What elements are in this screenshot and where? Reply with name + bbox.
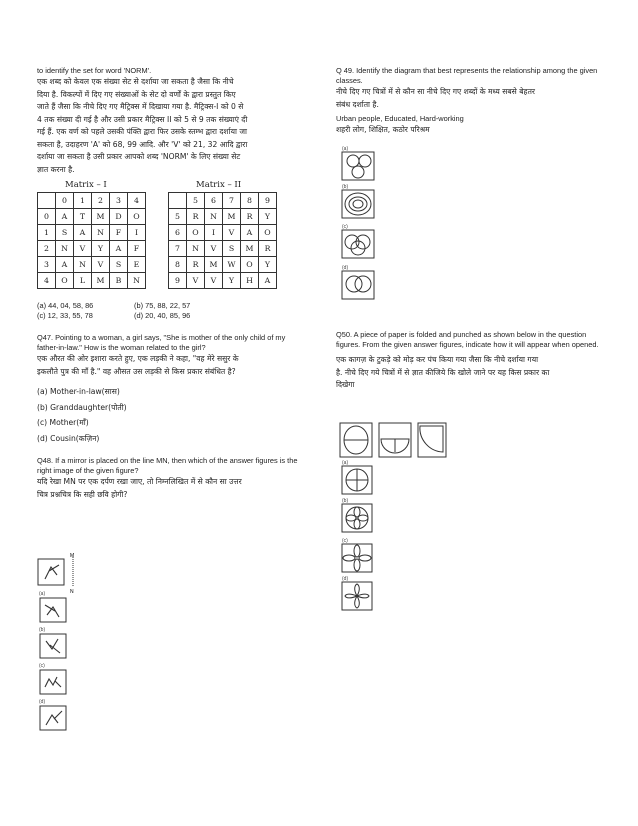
q49-option-b-figure[interactable] xyxy=(341,189,381,221)
matrix-cell: T xyxy=(74,209,92,225)
matrix-cell: Y xyxy=(223,273,241,289)
matrix-cell: A xyxy=(259,273,277,289)
q48-figures xyxy=(37,553,97,713)
matrix-cell: N xyxy=(205,209,223,225)
matrix-cell: A xyxy=(56,209,74,225)
q49-option-label: (d) xyxy=(342,265,349,271)
matrix-1 xyxy=(37,180,146,289)
matrix-cell: S xyxy=(223,241,241,257)
q50-question-en: Q50. A piece of paper is folded and punched as shown below in the question figures. From the given answer figures, indicate how it will appear when opened. xyxy=(336,330,599,349)
matrix-cell: 0 xyxy=(38,209,56,225)
matrix-cell: I xyxy=(128,225,146,241)
matrix-cell xyxy=(169,193,187,209)
mirror-label-n: N xyxy=(70,589,74,593)
matrix-cell: O xyxy=(128,209,146,225)
q46-option-d[interactable]: (d) 20, 40, 85, 96 xyxy=(134,311,191,320)
matrix-cell: 7 xyxy=(223,193,241,209)
matrices xyxy=(37,180,305,289)
q50-option-label: (c) xyxy=(342,538,348,544)
matrix-cell: W xyxy=(223,257,241,273)
matrix-cell: N xyxy=(92,225,110,241)
q50-question-figures xyxy=(339,422,449,460)
matrix-cell: S xyxy=(110,257,128,273)
matrix-cell: 3 xyxy=(38,257,56,273)
matrix-cell: 8 xyxy=(169,257,187,273)
q49-question-hi-line: नीचे दिए गए चित्रों में से कौन सा नीचे दिए गए शब्दों के मध्य सबसे बेहतर xyxy=(336,87,536,96)
matrix-cell: E xyxy=(128,257,146,273)
matrix-cell: 2 xyxy=(92,193,110,209)
matrix-cell: O xyxy=(187,225,205,241)
q50-question-hi-line: एक कागज़ के टुकड़े को मोड़ कर पंच किया गया जैसा कि नीचे दर्शाया गया xyxy=(336,355,539,364)
matrix-cell: 5 xyxy=(187,193,205,209)
matrix-cell: 5 xyxy=(169,209,187,225)
q50-option-label: (d) xyxy=(342,576,349,582)
matrix-cell: O xyxy=(56,273,74,289)
matrix-cell: 1 xyxy=(38,225,56,241)
left-column xyxy=(37,66,305,501)
q49-option-label: (b) xyxy=(342,184,349,190)
q49-question-en: Q 49. Identify the diagram that best represents the relationship among the given classes. xyxy=(336,66,598,85)
q47-question-en: Q47. Pointing to a woman, a girl says, "She is mother of the only child of my father-in-law." How is the woman related to the girl? xyxy=(37,333,286,352)
right-column xyxy=(336,66,604,137)
matrix-cell: 4 xyxy=(38,273,56,289)
q49-classes-hi: शहरी लोग, शिक्षित, कठोर परिश्रम xyxy=(336,125,430,134)
q50-option-d-figure[interactable] xyxy=(341,581,381,613)
matrix-cell: 2 xyxy=(38,241,56,257)
q49-option-label: (c) xyxy=(342,224,348,230)
q47-option-d[interactable]: (d) Cousin(कज़िन) xyxy=(37,433,100,443)
matrix-cell: V xyxy=(223,225,241,241)
q49-option-d-figure[interactable] xyxy=(341,270,381,302)
q50-option-b-figure[interactable] xyxy=(341,503,381,535)
matrix-cell: V xyxy=(74,241,92,257)
q46-option-a[interactable]: (a) 44, 04, 58, 86 xyxy=(37,301,94,310)
q48-question-hi-line: यदि रेखा MN पर एक दर्पण रखा जाए, तो निम्नलिखित में से कौन सा उत्तर xyxy=(37,477,242,486)
q46-option-b[interactable]: (b) 75, 88, 22, 57 xyxy=(134,301,191,310)
matrix-cell: M xyxy=(92,273,110,289)
matrix-cell: A xyxy=(56,257,74,273)
matrix-cell: N xyxy=(56,241,74,257)
matrix-cell: 3 xyxy=(110,193,128,209)
matrix-cell xyxy=(38,193,56,209)
q46-intro-hi-line: सकता है, उदाहरण 'A' को 68, 99 आदि. और 'V' को 21, 32 आदि द्वारा xyxy=(37,139,248,149)
q48-option-d-figure[interactable] xyxy=(39,705,69,733)
matrix-cell: A xyxy=(110,241,128,257)
matrix-cell: 6 xyxy=(169,225,187,241)
matrix-cell: F xyxy=(128,241,146,257)
q48-question-en: Q48. If a mirror is placed on the line MN, then which of the answer figures is the right image of the given figure? xyxy=(37,456,298,475)
q48-option-label: (d) xyxy=(39,699,46,705)
q48-option-label: (c) xyxy=(39,663,45,669)
matrix-cell: O xyxy=(259,225,277,241)
q47-question-hi-line: इकलौते पुत्र की माँ है." वह औसत उस लड़की से किस प्रकार संबंधित है? xyxy=(37,366,236,376)
matrix-cell: N xyxy=(74,257,92,273)
matrix-cell: 4 xyxy=(128,193,146,209)
q46-intro-hi-line: दर्शाया जा सकता है उसी प्रकार आपको शब्द 'NORM' के लिए संख्या सेट xyxy=(37,152,241,161)
q48-option-label: (a) xyxy=(39,591,46,597)
q48-question-hi-line: चित्र प्रश्नचित्र कि सही छवि होगी? xyxy=(37,489,128,499)
matrix-cell: F xyxy=(110,225,128,241)
matrix-2-title: Matrix – II xyxy=(196,180,242,190)
q50-question-hi-line: दिखेगा xyxy=(336,380,355,389)
matrix-cell: O xyxy=(241,257,259,273)
matrix-cell: 1 xyxy=(74,193,92,209)
matrix-cell: 0 xyxy=(56,193,74,209)
q48-question-figure xyxy=(37,553,97,593)
matrix-cell: M xyxy=(241,241,259,257)
matrix-cell: Y xyxy=(259,257,277,273)
matrix-cell: 9 xyxy=(169,273,187,289)
matrix-cell: D xyxy=(110,209,128,225)
matrix-1-table xyxy=(37,192,146,289)
matrix-cell: L xyxy=(74,273,92,289)
matrix-cell: 7 xyxy=(169,241,187,257)
q47-option-c[interactable]: (c) Mother(माँ) xyxy=(37,418,89,427)
matrix-1-title: Matrix – I xyxy=(65,180,107,190)
q48-option-label: (b) xyxy=(39,627,46,633)
matrix-cell: R xyxy=(187,257,205,273)
q50-answer-figures xyxy=(341,460,381,620)
matrix-cell: M xyxy=(92,209,110,225)
matrix-cell: N xyxy=(128,273,146,289)
matrix-cell: 9 xyxy=(259,193,277,209)
q50-text xyxy=(336,330,604,392)
q49-classes-en: Urban people, Educated, Hard-working xyxy=(336,114,464,123)
q46-intro-hi-line: 4 तक संख्या दी गई है और उसी प्रकार मैट्रिक्स II को 5 से 9 तक संख्याएं दी xyxy=(37,114,248,124)
q50-option-c-figure[interactable] xyxy=(341,543,381,575)
q46-intro-hi-line: जाते हैं जैसा कि नीचे दिए गए मैट्रिक्स में दिखाया गया है. मैट्रिक्स-I को 0 से xyxy=(37,102,244,111)
q47-question-hi-line: एक औरत की ओर इशारा करते हुए, एक लड़की ने कहा, "वह मेरे ससुर के xyxy=(37,354,239,363)
q50-option-label: (a) xyxy=(342,460,349,466)
matrix-cell: N xyxy=(187,241,205,257)
matrix-cell: M xyxy=(223,209,241,225)
q46-intro-en: to identify the set for word 'NORM'. xyxy=(37,66,152,75)
q46-option-c[interactable]: (c) 12, 33, 55, 78 xyxy=(37,311,93,320)
matrix-cell: V xyxy=(187,273,205,289)
matrix-cell: R xyxy=(241,209,259,225)
matrix-cell: R xyxy=(187,209,205,225)
q48-option-a-figure[interactable] xyxy=(39,597,69,625)
q50-option-a-figure[interactable] xyxy=(341,465,381,497)
matrix-2 xyxy=(168,180,277,289)
matrix-cell: I xyxy=(205,225,223,241)
q50-question-hi-line: है. नीचे दिए गये चित्रों में से ज्ञात कीजिये कि खोले जाने पर यह किस प्रकार का xyxy=(336,367,550,377)
q49-option-label: (a) xyxy=(342,146,349,152)
q50-option-label: (b) xyxy=(342,498,349,504)
q48-option-c-figure[interactable] xyxy=(39,669,69,697)
matrix-cell: Y xyxy=(259,209,277,225)
matrix-cell: V xyxy=(205,273,223,289)
matrix-cell: A xyxy=(241,225,259,241)
mirror-label-m: M xyxy=(70,553,75,559)
matrix-2-table xyxy=(168,192,277,289)
matrix-cell: V xyxy=(92,257,110,273)
matrix-cell: M xyxy=(205,257,223,273)
q46-intro-hi-line: ज्ञात करना है. xyxy=(37,164,75,174)
q47-option-a[interactable]: (a) Mother-in-law(सास) xyxy=(37,387,120,396)
matrix-cell: B xyxy=(110,273,128,289)
matrix-cell: Y xyxy=(92,241,110,257)
matrix-cell: 6 xyxy=(205,193,223,209)
q49-option-a-figure[interactable] xyxy=(341,151,381,183)
q46-intro-hi-line: दिया है. विकल्पों में दिए गए संख्याओं के सेट दो वर्णों के द्वारा प्रस्तुत किए xyxy=(37,89,236,99)
matrix-cell: R xyxy=(259,241,277,257)
matrix-cell: V xyxy=(205,241,223,257)
q49-option-c-figure[interactable] xyxy=(341,229,381,261)
q47-option-b[interactable]: (b) Granddaughter(पोती) xyxy=(37,402,127,412)
q46-intro-hi-line: गई हैं. एक वर्ण को पहले उसकी पंक्ति द्वारा फिर उसके स्तम्भ द्वारा दर्शाया जा xyxy=(37,127,247,136)
q49-figures xyxy=(341,146,381,306)
matrix-cell: 8 xyxy=(241,193,259,209)
q46-intro-hi-line: एक शब्द को केवल एक संख्या सेट से दर्शाया जा सकता है जैसा कि नीचे xyxy=(37,77,234,86)
q49-question-hi-line: संबंध दर्शाता है. xyxy=(336,99,379,109)
q48-option-b-figure[interactable] xyxy=(39,633,69,661)
q46-options xyxy=(37,301,305,321)
matrix-cell: A xyxy=(74,225,92,241)
matrix-cell: H xyxy=(241,273,259,289)
matrix-cell: S xyxy=(56,225,74,241)
